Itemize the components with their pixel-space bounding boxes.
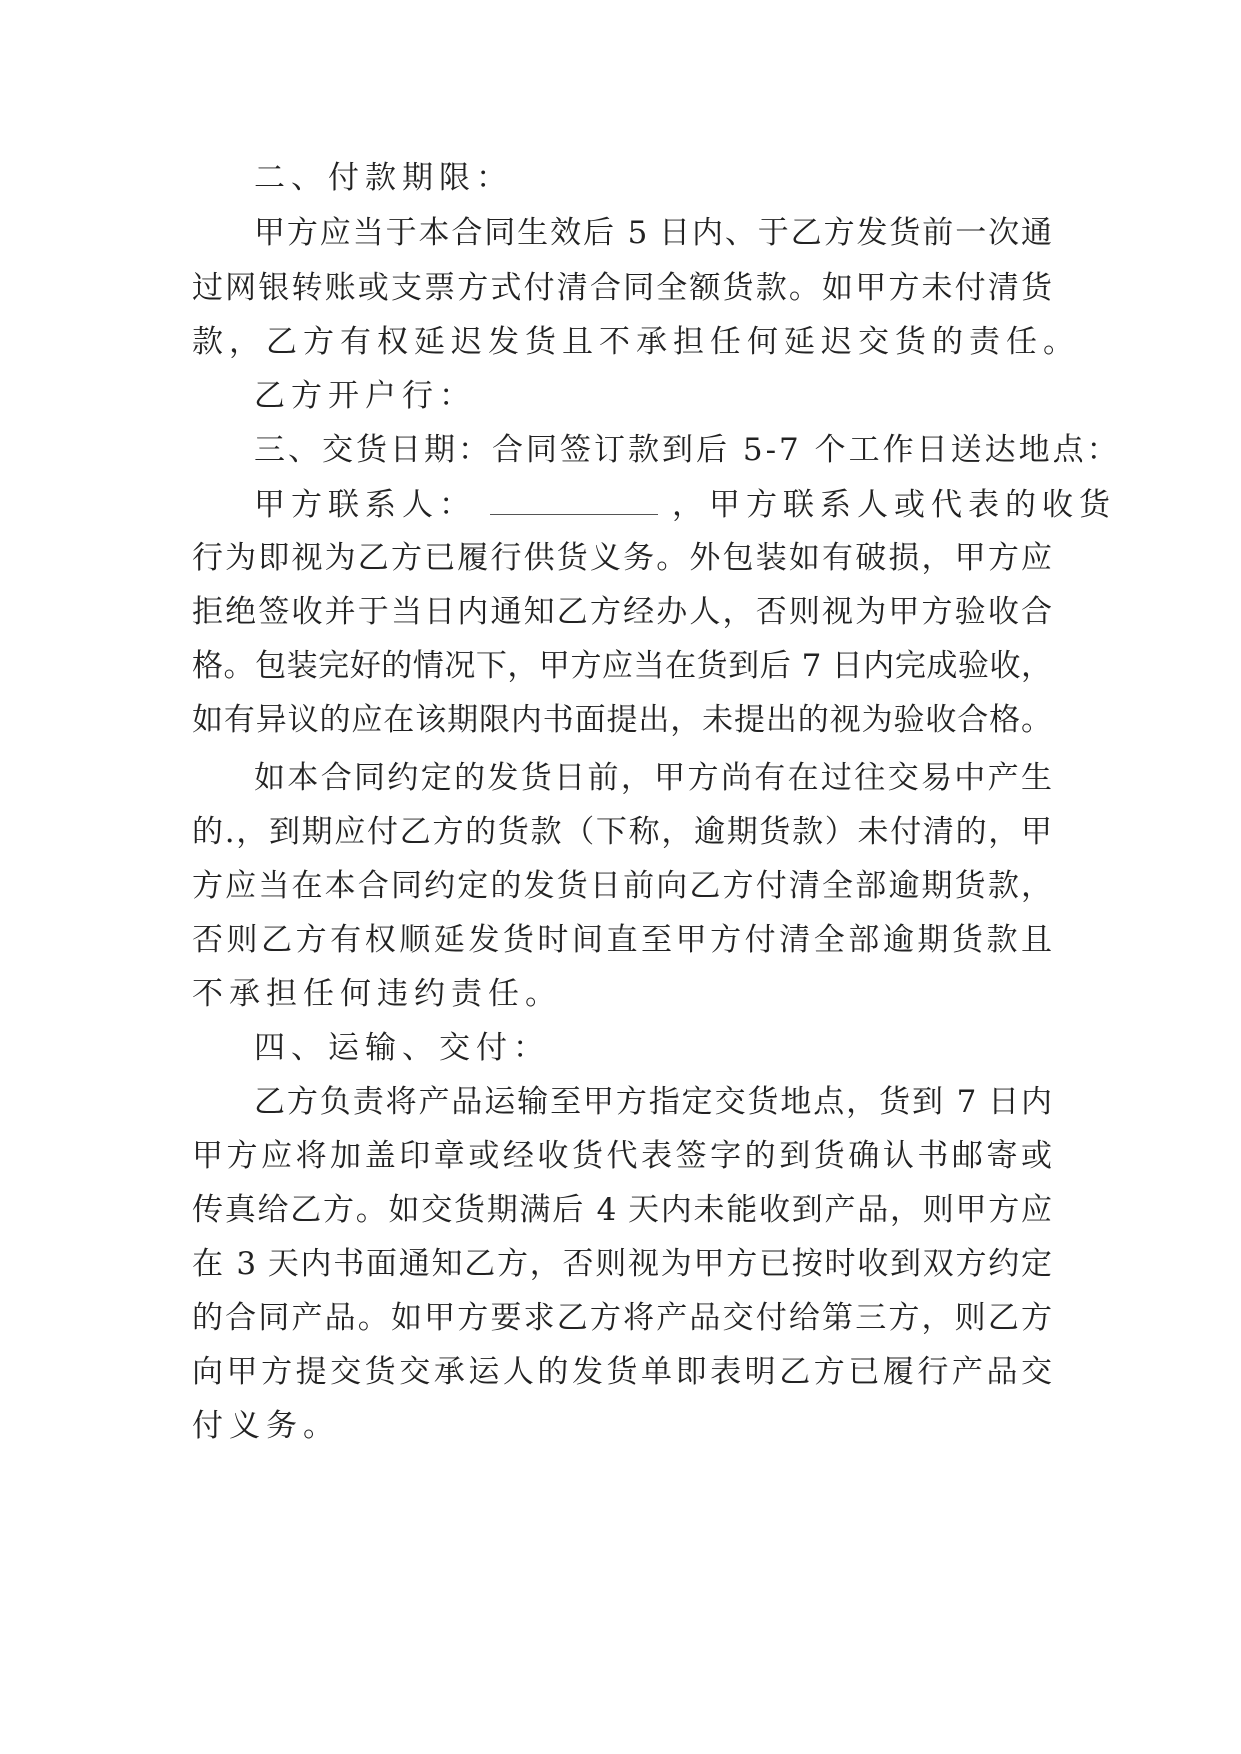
section-4-paragraph-line: 在 3 天内书面通知乙方，否则视为甲方已按时收到双方约定 xyxy=(192,1246,1052,1282)
section-3-paragraph-line: 行为即视为乙方已履行供货义务。外包装如有破损，甲方应 xyxy=(192,540,1052,576)
contact-blank-field xyxy=(490,484,658,515)
contact-rest: ，甲方联系人或代表的收货 xyxy=(672,487,1116,523)
bank-label: 乙方开户行： xyxy=(254,378,476,414)
section-3-paragraph-line: 否则乙方有权顺延发货时间直至甲方付清全部逾期货款且 xyxy=(192,922,1052,958)
section-4-paragraph-line: 传真给乙方。如交货期满后 4 天内未能收到产品，则甲方应 xyxy=(192,1192,1052,1228)
section-3-heading: 三、交货日期：合同签订款到后 5-7 个工作日送达地点： xyxy=(254,432,1121,468)
contact-line xyxy=(254,484,1116,524)
section-4-paragraph-line: 付义务。 xyxy=(192,1408,340,1444)
section-2-paragraph-line: 过网银转账或支票方式付清合同全额货款。如甲方未付清货 xyxy=(192,270,1052,306)
section-4-heading: 四、运输、交付： xyxy=(254,1030,550,1066)
section-2-heading: 二、付款期限： xyxy=(254,160,513,196)
section-4-paragraph-line: 向甲方提交货交承运人的发货单即表明乙方已履行产品交 xyxy=(192,1354,1052,1390)
section-3-paragraph-line: 格。包装完好的情况下，甲方应当在货到后 7 日内完成验收， xyxy=(192,648,1052,684)
section-4-paragraph-line: 乙方负责将产品运输至甲方指定交货地点，货到 7 日内 xyxy=(254,1084,1052,1120)
section-3-paragraph-line: 的.，到期应付乙方的货款（下称，逾期货款）未付清的，甲 xyxy=(192,814,1052,850)
section-4-paragraph-line: 甲方应将加盖印章或经收货代表签字的到货确认书邮寄或 xyxy=(192,1138,1052,1174)
section-4-paragraph-line: 的合同产品。如甲方要求乙方将产品交付给第三方，则乙方 xyxy=(192,1300,1052,1336)
section-2-paragraph-line: 款，乙方有权延迟发货且不承担任何延迟交货的责任。 xyxy=(192,324,1080,360)
section-3-paragraph-line: 方应当在本合同约定的发货日前向乙方付清全部逾期货款， xyxy=(192,868,1052,904)
contact-label: 甲方联系人： xyxy=(254,487,476,523)
section-3-paragraph-line: 如本合同约定的发货日前，甲方尚有在过往交易中产生 xyxy=(254,760,1052,796)
section-3-paragraph-line: 拒绝签收并于当日内通知乙方经办人，否则视为甲方验收合 xyxy=(192,594,1052,630)
section-3-paragraph-line: 如有异议的应在该期限内书面提出，未提出的视为验收合格。 xyxy=(192,702,1052,738)
section-2-paragraph-line: 甲方应当于本合同生效后 5 日内、于乙方发货前一次通 xyxy=(254,215,1052,251)
section-3-paragraph-line: 不承担任何违约责任。 xyxy=(192,976,562,1012)
